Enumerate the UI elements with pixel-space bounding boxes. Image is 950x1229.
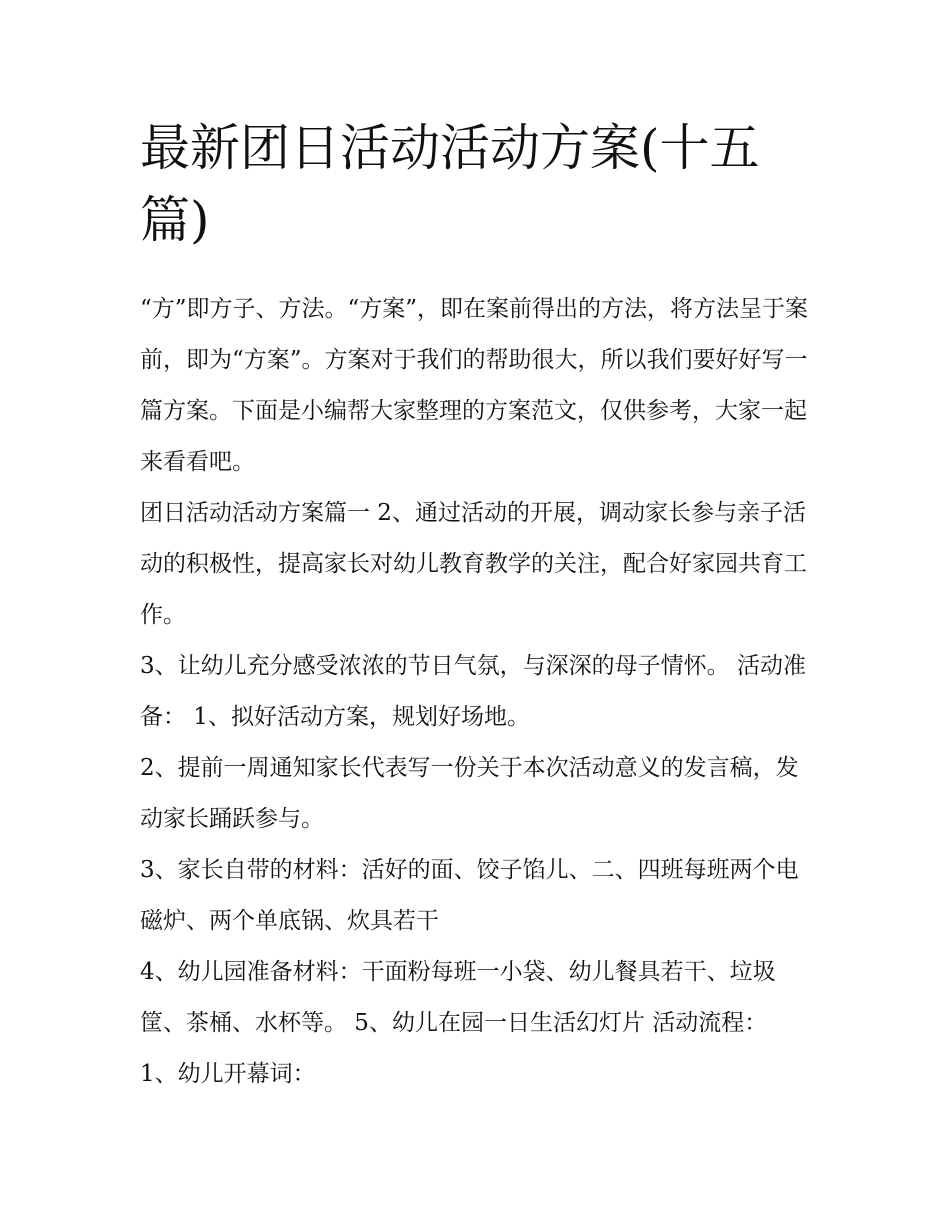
paragraph-intro: “方”即方子、方法。“方案”，即在案前得出的方法，将方法呈于案前，即为“方案”。方案对于我们的帮助很大，所以我们要好好写一篇方案。下面是小编帮大家整理的方案范文，仅供参考，大家一起来看看吧。 xyxy=(140,296,809,475)
paragraph-item-3: 3、让幼儿充分感受浓浓的节日气氛，与深深的母子情怀。 活动准备： 1、拟好活动方案，规划好场地。 xyxy=(140,653,806,730)
paragraph-plan-one: 团日活动活动方案篇一 2、通过活动的开展，调动家长参与亲子活动的积极性，提高家长对幼儿教育教学的关注，配合好家园共育工作。 xyxy=(140,500,807,628)
paragraph-item-2: 2、提前一周通知家长代表写一份关于本次活动意义的发言稿，发动家长踊跃参与。 xyxy=(140,755,799,832)
paragraph-school-materials: 4、幼儿园准备材料：干面粉每班一小袋、幼儿餐具若干、垃圾筐、茶桶、水杯等。 5、幼儿在园一日生活幻灯片 活动流程： 1、幼儿开幕词： xyxy=(140,959,776,1087)
document-content xyxy=(140,112,812,1100)
document-title: 最新团日活动活动方案(十五篇) xyxy=(140,119,760,249)
paragraph-parent-materials: 3、家长自带的材料：活好的面、饺子馅儿、二、四班每班两个电磁炉、两个单底锅、炊具若干 xyxy=(140,857,799,934)
document-body xyxy=(140,284,812,1100)
